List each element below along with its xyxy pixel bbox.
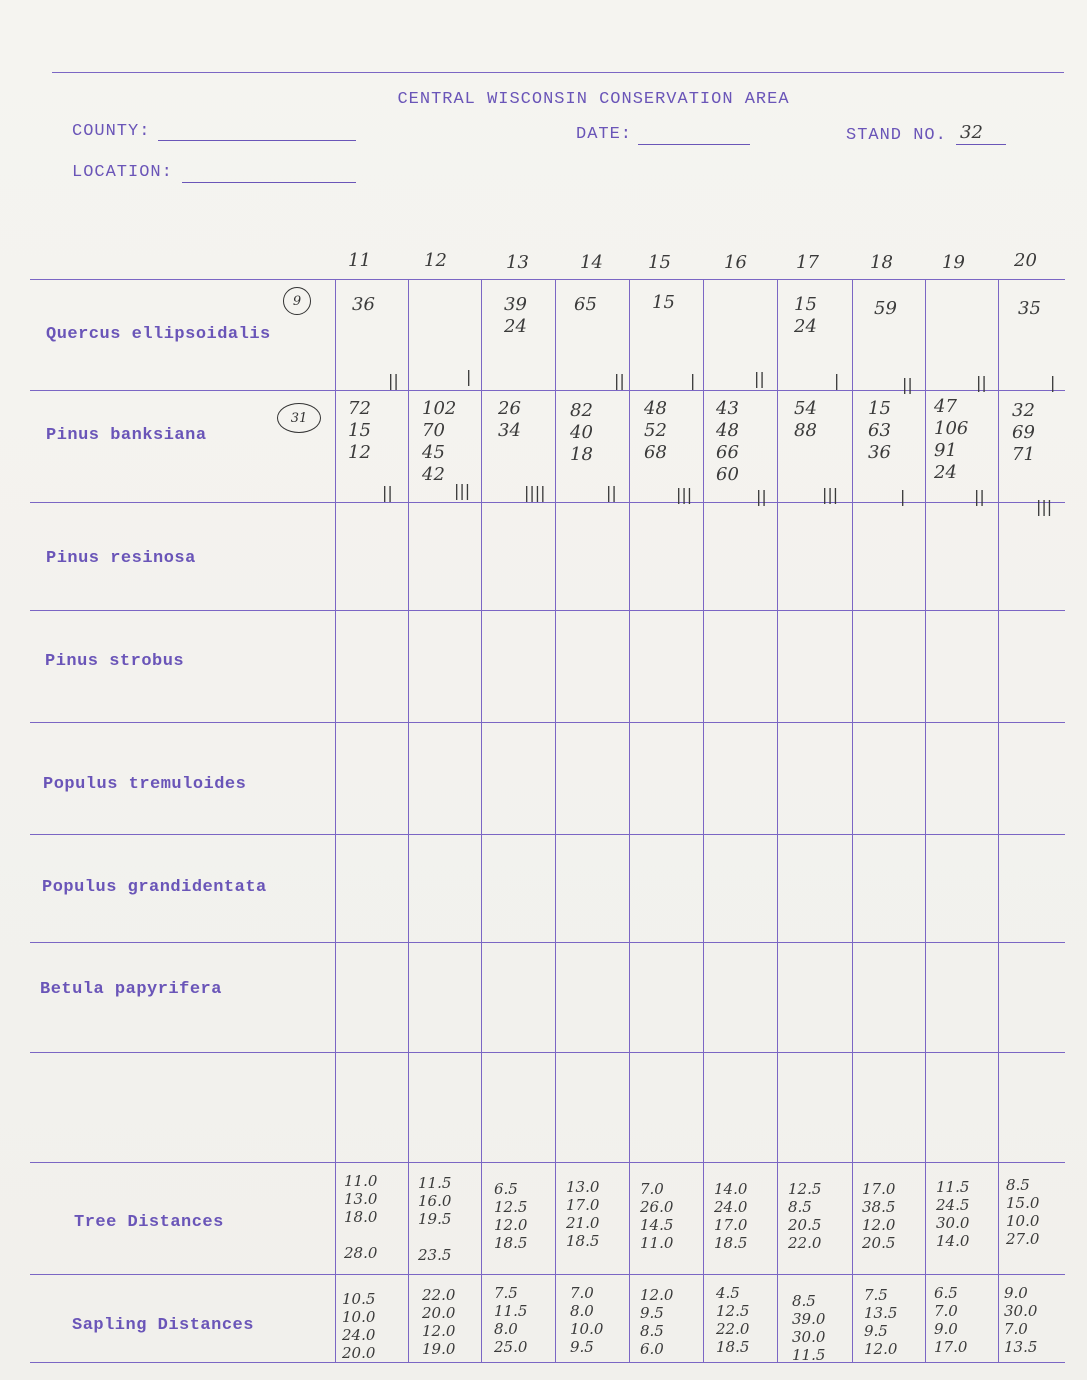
tally-mark: ||	[974, 487, 985, 506]
cell-value: 72 15 12	[348, 398, 371, 463]
tally-mark: ||	[388, 371, 399, 390]
location-label: LOCATION:	[72, 163, 173, 182]
tally-mark: ||	[606, 483, 617, 502]
species-label: Quercus ellipsoidalis	[46, 325, 271, 344]
cell-value: 65	[574, 294, 597, 315]
grid-line	[30, 502, 1065, 503]
county-field[interactable]	[158, 140, 356, 141]
sapling-distance-cell: 12.0 9.5 8.5 6.0	[640, 1286, 674, 1358]
grid-column-line	[629, 279, 630, 1362]
date-label: DATE:	[576, 125, 633, 144]
location-field[interactable]	[182, 182, 356, 183]
tally-mark: |	[834, 371, 840, 390]
grid-line	[30, 279, 1065, 280]
stand-value: 32	[960, 122, 983, 143]
cell-value: 59	[874, 298, 897, 319]
tally-mark: |||	[1036, 497, 1053, 516]
grid-line	[30, 722, 1065, 723]
column-header: 20	[1014, 250, 1037, 271]
grid-column-line	[335, 279, 336, 1362]
species-label: Pinus strobus	[45, 652, 185, 671]
tree-distance-cell: 8.5 15.0 10.0 27.0	[1006, 1176, 1040, 1248]
tree-distance-cell: 17.0 38.5 12.0 20.5	[862, 1180, 896, 1252]
cell-value: 82 40 18	[570, 400, 593, 465]
column-header: 11	[348, 250, 371, 271]
column-header: 14	[580, 252, 603, 273]
tree-distance-cell: 14.0 24.0 17.0 18.5	[714, 1180, 748, 1252]
tree-distance-cell: 11.5 16.0 19.5 23.5	[418, 1174, 452, 1264]
tally-mark: |	[690, 371, 696, 390]
column-header: 17	[796, 252, 819, 273]
sapling-distance-cell: 8.5 39.0 30.0 11.5	[792, 1292, 826, 1364]
tally-mark: |||	[454, 481, 471, 500]
column-header: 19	[942, 252, 965, 273]
species-label: Pinus banksiana	[46, 426, 207, 445]
date-field[interactable]	[638, 144, 750, 145]
sheet-title: CENTRAL WISCONSIN CONSERVATION AREA	[397, 90, 790, 109]
tally-mark: ||	[976, 373, 987, 392]
county-label: COUNTY:	[72, 122, 151, 141]
sapling-distances-label: Sapling Distances	[72, 1316, 254, 1335]
sapling-distance-cell: 7.5 13.5 9.5 12.0	[864, 1286, 898, 1358]
tally-mark: ||	[754, 369, 765, 388]
grid-line	[30, 1052, 1065, 1053]
tree-distances-label: Tree Distances	[74, 1213, 224, 1232]
tally-mark: ||	[382, 483, 393, 502]
cell-value: 35	[1018, 298, 1041, 319]
sapling-distance-cell: 6.5 7.0 9.0 17.0	[934, 1284, 968, 1356]
grid-column-line	[925, 279, 926, 1362]
stand-label: STAND NO.	[846, 126, 947, 145]
column-header: 12	[424, 250, 447, 271]
cell-value: 36	[352, 294, 375, 315]
tally-mark: ||||	[524, 483, 546, 502]
cell-value: 39 24	[504, 294, 527, 337]
tally-mark: ||	[756, 487, 767, 506]
cell-value: 26 34	[498, 398, 521, 441]
grid-line	[30, 834, 1065, 835]
grid-column-line	[555, 279, 556, 1362]
cell-value: 15 63 36	[868, 398, 891, 463]
stand-field[interactable]	[956, 144, 1006, 145]
tree-distance-cell: 11.5 24.5 30.0 14.0	[936, 1178, 970, 1250]
cell-value: 15	[652, 292, 675, 313]
grid-column-line	[408, 279, 409, 1362]
grid-line	[30, 1362, 1065, 1363]
species-label: Populus grandidentata	[42, 878, 267, 897]
cell-value: 15 24	[794, 294, 817, 337]
species-label: Populus tremuloides	[43, 775, 247, 794]
grid-column-line	[703, 279, 704, 1362]
column-header: 18	[870, 252, 893, 273]
tally-mark: |||	[676, 485, 693, 504]
sapling-distance-cell: 9.0 30.0 7.0 13.5	[1004, 1284, 1038, 1356]
tally-mark: ||	[902, 375, 913, 394]
sapling-distance-cell: 10.5 10.0 24.0 20.0	[342, 1290, 376, 1362]
species-label: Pinus resinosa	[46, 549, 196, 568]
sapling-distance-cell: 22.0 20.0 12.0 19.0	[422, 1286, 456, 1358]
column-header: 15	[648, 252, 671, 273]
sapling-distance-cell: 4.5 12.5 22.0 18.5	[716, 1284, 750, 1356]
tally-mark: |||	[822, 485, 839, 504]
grid-line	[30, 610, 1065, 611]
grid-line	[30, 1162, 1065, 1163]
cell-value: 43 48 66 60	[716, 398, 739, 485]
column-header: 13	[506, 252, 529, 273]
grid-line	[30, 942, 1065, 943]
tally-mark: |	[466, 367, 472, 386]
top-rule	[52, 72, 1064, 73]
species-count-circle: 31	[277, 403, 321, 433]
grid-column-line	[777, 279, 778, 1362]
tree-distance-cell: 12.5 8.5 20.5 22.0	[788, 1180, 822, 1252]
cell-value: 54 88	[794, 398, 817, 441]
cell-value: 47 106 91 24	[934, 396, 969, 483]
grid-column-line	[852, 279, 853, 1362]
grid-line	[30, 1274, 1065, 1275]
tree-distance-cell: 13.0 17.0 21.0 18.5	[566, 1178, 600, 1250]
grid-column-line	[998, 279, 999, 1362]
cell-value: 48 52 68	[644, 398, 667, 463]
tree-distance-cell: 11.0 13.0 18.0 28.0	[344, 1172, 378, 1262]
species-label: Betula papyrifera	[40, 980, 222, 999]
tally-mark: ||	[614, 371, 625, 390]
tally-mark: |	[900, 487, 906, 506]
column-header: 16	[724, 252, 747, 273]
tree-distance-cell: 6.5 12.5 12.0 18.5	[494, 1180, 528, 1252]
sapling-distance-cell: 7.5 11.5 8.0 25.0	[494, 1284, 528, 1356]
sapling-distance-cell: 7.0 8.0 10.0 9.5	[570, 1284, 604, 1356]
tally-mark: |	[1050, 373, 1056, 392]
species-count-circle: 9	[283, 287, 311, 315]
cell-value: 102 70 45 42	[422, 398, 457, 485]
tree-distance-cell: 7.0 26.0 14.5 11.0	[640, 1180, 674, 1252]
grid-column-line	[481, 279, 482, 1362]
cell-value: 32 69 71	[1012, 400, 1035, 465]
